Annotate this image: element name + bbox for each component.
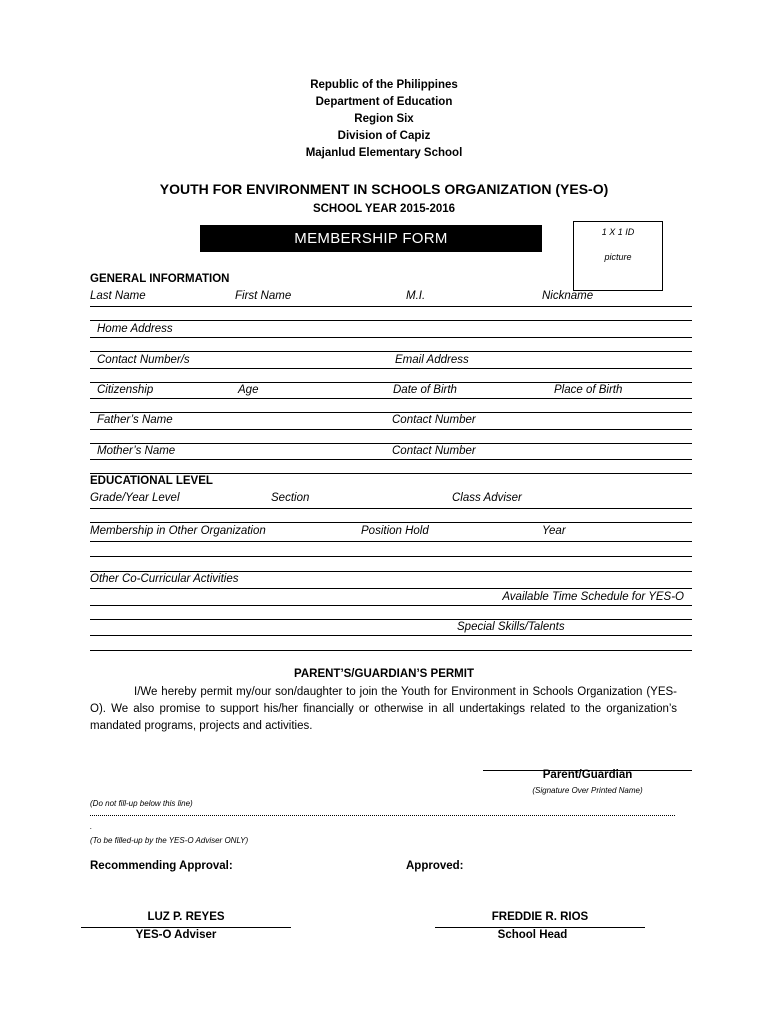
skills-line[interactable]	[90, 635, 692, 636]
school-head-signature-line[interactable]	[435, 927, 645, 928]
id-picture-box	[573, 221, 663, 291]
last-name-label: Last Name	[90, 290, 146, 302]
recommending-approval-label: Recommending Approval:	[90, 860, 233, 872]
school-head-name: FREDDIE R. RIOS	[491, 911, 589, 923]
form-title-banner: MEMBERSHIP FORM	[200, 225, 542, 252]
header-school: Majanlud Elementary School	[305, 147, 463, 159]
school-head-title: School Head	[497, 929, 568, 941]
father-line-2[interactable]	[90, 443, 692, 444]
header-department: Department of Education	[315, 96, 453, 108]
year-label: Year	[542, 525, 566, 537]
permit-text	[90, 684, 677, 735]
id-box-size: 1 X 1 ID	[601, 227, 635, 237]
pob-label: Place of Birth	[554, 384, 623, 396]
membership-line[interactable]	[90, 541, 692, 542]
father-contact-label: Contact Number	[392, 414, 476, 426]
co-curricular-label: Other Co-Curricular Activities	[90, 573, 239, 585]
header-division: Division of Capiz	[337, 130, 431, 142]
father-name-label: Father’s Name	[97, 414, 173, 426]
adviser-name: LUZ P. REYES	[147, 911, 225, 923]
membership-line-2[interactable]	[90, 556, 692, 557]
age-label: Age	[238, 384, 259, 396]
grade-line-2[interactable]	[90, 522, 692, 523]
grade-level-label: Grade/Year Level	[90, 492, 180, 504]
general-info-heading: GENERAL INFORMATION	[90, 273, 230, 285]
mother-line-2[interactable]	[90, 473, 692, 474]
dob-label: Date of Birth	[393, 384, 457, 396]
dot-mark: .	[90, 822, 93, 831]
adviser-title: YES-O Adviser	[135, 929, 217, 941]
section-label: Section	[271, 492, 310, 504]
mother-line[interactable]	[90, 459, 692, 460]
header-republic: Republic of the Philippines	[310, 79, 458, 91]
home-address-line-2[interactable]	[90, 351, 692, 352]
grade-line[interactable]	[90, 508, 692, 509]
membership-label: Membership in Other Organization	[90, 525, 266, 537]
co-curricular-line[interactable]	[90, 588, 692, 589]
adviser-only-note: (To be filled-up by the YES-O Adviser ONLY)	[90, 836, 249, 845]
membership-line-3[interactable]	[90, 571, 692, 572]
mi-label: M.I.	[406, 290, 426, 302]
adviser-signature-line[interactable]	[81, 927, 291, 928]
special-skills-label: Special Skills/Talents	[457, 621, 565, 633]
mother-contact-label: Contact Number	[392, 445, 476, 457]
contact-line-2[interactable]	[90, 382, 692, 383]
educational-level-heading: EDUCATIONAL LEVEL	[90, 475, 213, 487]
permit-heading: PARENT’S/GUARDIAN’S PERMIT	[294, 668, 474, 680]
org-title: YOUTH FOR ENVIRONMENT IN SCHOOLS ORGANIZATION (YES-O)	[159, 181, 609, 197]
school-year: SCHOOL YEAR 2015-2016	[312, 203, 456, 215]
class-adviser-label: Class Adviser	[452, 492, 522, 504]
name-line-2[interactable]	[90, 320, 692, 321]
name-line[interactable]	[90, 306, 692, 307]
time-schedule-label: Available Time Schedule for YES-O	[502, 591, 684, 603]
home-address-label: Home Address	[97, 323, 173, 335]
citizenship-label: Citizenship	[97, 384, 154, 396]
mother-name-label: Mother’s Name	[97, 445, 176, 457]
father-line[interactable]	[90, 429, 692, 430]
nickname-label: Nickname	[542, 290, 594, 302]
skills-line-2[interactable]	[90, 650, 692, 651]
signature-note: (Signature Over Printed Name)	[532, 786, 643, 795]
header-region: Region Six	[354, 113, 414, 125]
citizenship-line-2[interactable]	[90, 412, 692, 413]
id-box-picture: picture	[604, 252, 632, 262]
contact-numbers-label: Contact Number/s	[97, 354, 190, 366]
contact-line[interactable]	[90, 368, 692, 369]
permit-paragraph: I/We hereby permit my/our son/daughter to join the Youth for Environment in Schools Organization (YES-O). We also promise to support his/her financially or otherwise in all undertakings related to the organization’s mandated programs, projects and activities.	[90, 686, 677, 732]
citizenship-line[interactable]	[90, 398, 692, 399]
approved-label: Approved:	[406, 860, 464, 872]
position-hold-label: Position Hold	[361, 525, 429, 537]
time-schedule-line-2[interactable]	[90, 619, 692, 620]
home-address-line[interactable]	[90, 337, 692, 338]
do-not-fill-note: (Do not fill-up below this line)	[90, 799, 193, 808]
time-schedule-line[interactable]	[90, 605, 692, 606]
first-name-label: First Name	[235, 290, 292, 302]
email-label: Email Address	[395, 354, 469, 366]
cut-line	[90, 815, 675, 816]
parent-guardian-label: Parent/Guardian	[542, 769, 633, 781]
